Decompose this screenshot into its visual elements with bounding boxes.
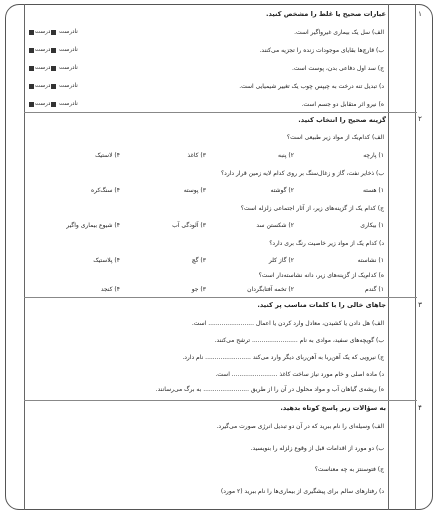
mc-option[interactable]: ۱) بیکاری	[360, 222, 384, 229]
question-number: ۲	[418, 115, 422, 123]
fill-blank-item: د) ماده اصلی و خام مورد نیاز ساخت کاغذ ........................ است.	[215, 371, 384, 378]
question-number: ۳	[418, 301, 422, 309]
true-checkbox[interactable]	[51, 48, 56, 53]
false-checkbox[interactable]	[29, 84, 34, 89]
statement: الف) سل یک بیماری غیرواگیر است.	[294, 29, 384, 36]
statement: د) تبدیل تنه درخت به چیپس چوب یک تغییر شیمیایی است.	[239, 83, 384, 90]
false-checkbox[interactable]	[29, 30, 34, 35]
true-false-choice: نادرست درست	[28, 101, 78, 108]
row-separator	[24, 112, 417, 113]
mc-option[interactable]: ۴) لاستیک	[95, 152, 120, 159]
mc-option[interactable]: ۱) گندم	[364, 286, 384, 293]
mc-question: الف) کدام‌یک از مواد زیر طبیعی است؟	[286, 134, 384, 141]
true-false-choice: نادرست درست	[28, 29, 78, 36]
mc-question: ه) کدام‌یک از گزینه‌های زیر، دانه نشاسته‌دار است؟	[258, 272, 384, 279]
mc-option[interactable]: ۲) گوشته	[270, 187, 294, 194]
mc-question: ب) ذخایر نفت، گاز و زغال‌سنگ بر روی کدام لایه زمین قرار دارد؟	[220, 170, 384, 177]
mc-option[interactable]: ۱) پارچه	[363, 152, 384, 159]
mc-option[interactable]: ۱) نشاسته	[357, 257, 384, 264]
number-column-divider	[415, 4, 416, 510]
false-checkbox[interactable]	[29, 66, 34, 71]
section-title: گزینه صحیح را انتخاب کنید.	[298, 116, 386, 124]
section-title: جاهای خالی را با کلمات مناسب پر کنید.	[257, 301, 386, 309]
row-separator	[24, 297, 417, 298]
mc-option[interactable]: ۳) گچ	[191, 257, 206, 264]
content-column-divider	[388, 4, 389, 510]
mc-question: د) کدام یک از مواد زیر خاصیت رنگ بری دارد؟	[269, 240, 384, 247]
fill-blank-item: ج) نیرویی که یک آهن‌ربا به آهن‌ربای دیگر وارد می‌کند ........................ نام دارد.	[182, 354, 384, 361]
mc-option[interactable]: ۲) گاز کلر	[268, 257, 294, 264]
true-checkbox[interactable]	[51, 102, 56, 107]
true-checkbox[interactable]	[51, 84, 56, 89]
false-checkbox[interactable]	[29, 48, 34, 53]
fill-blank-item: ب) گویچه‌های سفید، موادی به نام ........................ ترشح می‌کنند.	[214, 337, 384, 344]
statement: ه) نیرو اثر متقابل دو جسم است.	[301, 101, 384, 108]
question-number: ۴	[418, 404, 422, 412]
section-multiple-choice	[26, 114, 386, 297]
section-short-answer	[26, 402, 386, 508]
mc-option[interactable]: ۴) شیوع بیماری واگیر	[66, 222, 120, 229]
true-checkbox[interactable]	[51, 66, 56, 71]
mc-option[interactable]: ۴) پلاستیک	[93, 257, 120, 264]
true-false-choice: نادرست درست	[28, 65, 78, 72]
section-fill-blanks	[26, 299, 386, 399]
mc-option[interactable]: ۴) کنجد	[100, 286, 120, 293]
mc-question: ج) کدام یک از گزینه‌های زیر، از آثار اجتماعی زلزله است؟	[240, 205, 384, 212]
mc-option[interactable]: ۳) پوسته	[183, 187, 206, 194]
short-answer-question: د) رفتارهای سالم برای پیشگیری از بیماری‌ها را نام ببرید (۲ مورد)	[220, 488, 384, 495]
mc-option[interactable]: ۳) آلودگی آب	[172, 222, 206, 229]
fill-blank-item: ه) ریشه‌ی گیاهان آب و مواد محلول در آن را از طریق ........................ به برگ می‌رسانند.	[155, 386, 384, 393]
statement: ب) قارچ‌ها بقایای موجودات زنده را تجزیه می‌کنند.	[259, 47, 384, 54]
short-answer-question: ب) دو مورد از اقدامات قبل از وقوع زلزله را بنویسید.	[250, 445, 384, 452]
true-false-choice: نادرست درست	[28, 83, 78, 90]
mc-option[interactable]: ۱) هسته	[362, 187, 384, 194]
mc-option[interactable]: ۳) کاغذ	[187, 152, 206, 159]
mc-option[interactable]: ۲) پنبه	[278, 152, 294, 159]
short-answer-question: الف) وسیله‌ای را نام ببرید که در آن دو تبدیل انرژی صورت می‌گیرد.	[216, 423, 384, 430]
short-answer-question: ج) فتوسنتز به چه معناست؟	[314, 466, 384, 473]
row-separator	[24, 400, 417, 401]
mc-option[interactable]: ۳) جو	[191, 286, 206, 293]
section-true-false	[26, 8, 386, 112]
mc-option[interactable]: ۲) تخمه آفتابگردان	[247, 286, 294, 293]
false-checkbox[interactable]	[29, 102, 34, 107]
fill-blank-item: الف) هل دادن یا کشیدن، معادل وارد کردن یا اعمال ........................ است.	[191, 320, 384, 327]
true-false-choice: نادرست درست	[28, 47, 78, 54]
question-number: ۱	[418, 10, 422, 18]
section-title: به سؤالات زیر پاسخ کوتاه بدهید.	[280, 404, 386, 412]
section-title: عبارات صحیح یا غلط را مشخص کنید.	[265, 10, 386, 18]
statement: ج) سد اول دفاعی بدن، پوست است.	[291, 65, 384, 72]
mc-option[interactable]: ۲) شکستن سد	[256, 222, 294, 229]
left-margin-divider	[24, 4, 25, 510]
true-checkbox[interactable]	[51, 30, 56, 35]
mc-option[interactable]: ۴) سنگ‌کره	[90, 187, 120, 194]
